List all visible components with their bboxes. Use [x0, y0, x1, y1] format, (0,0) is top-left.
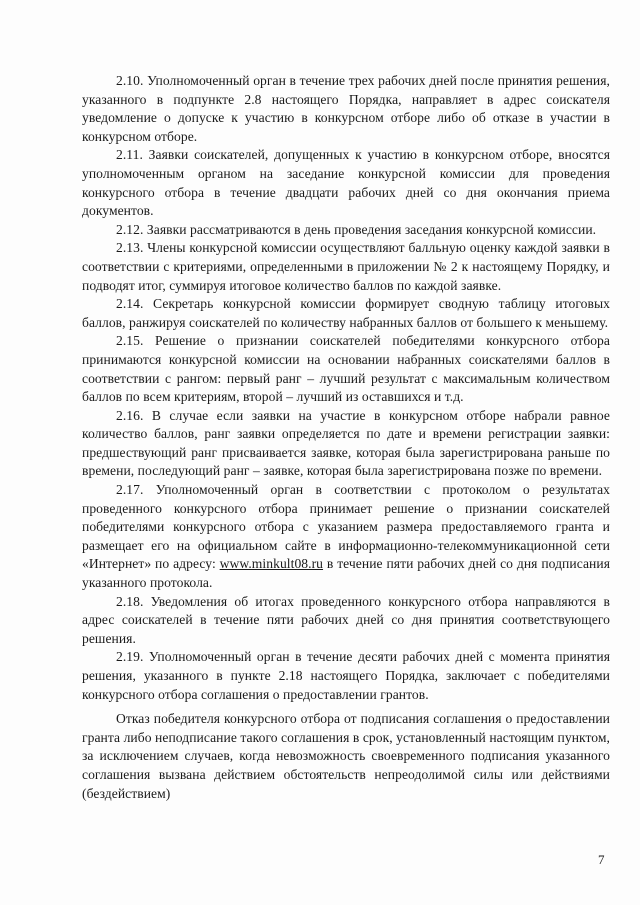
page-number: 7: [598, 852, 605, 867]
ministry-website-link[interactable]: www.minkult08.ru: [219, 556, 324, 572]
paragraph-2-12: 2.12. Заявки рассматриваются в день проведения заседания конкурсной комиссии.: [116, 221, 597, 237]
paragraph-2-13: 2.13. Члены конкурсной комиссии осуществляют балльную оценку каждой заявки в соответствии с критериями, определенными в приложении № 2 к настоящему Порядку, и подводят итог, суммируя итоговое количество баллов по каждой заявке.: [82, 240, 610, 293]
paragraph-2-15: 2.15. Решение о признании соискателей победителями конкурсного отбора принимаются конкурсной комиссии на основании набранных соискателями баллов в соответствии с рангом: первый ранг – лучший результат с максимальным количеством баллов по всем критериям, второй – лучший из оставшихся и т.д.: [82, 333, 610, 405]
document-body: [82, 72, 610, 803]
paragraph-2-11: 2.11. Заявки соискателей, допущенных к участию в конкурсном отборе, вносятся уполномоченным органом на заседание конкурсной комиссии для проведения конкурсного отбора в течение двадцати рабочих дней со дня окончания приема документов.: [82, 147, 610, 219]
paragraph-refusal: Отказ победителя конкурсного отбора от подписания соглашения о предоставлении гранта либо неподписание такого соглашения в срок, установленный настоящим пунктом, за исключением случаев, когда невозможность своевременного подписания указанного соглашения вызвана действием обстоятельств непреодолимой силы или действиями (бездействием): [82, 711, 610, 801]
paragraph-2-10: 2.10. Уполномоченный орган в течение трех рабочих дней после принятия решения, указанного в подпункте 2.8 настоящего Порядка, направляет в адрес соискателя уведомление о допуске к участию в конкурсном отборе либо об отказе в участии в конкурсном отборе.: [82, 73, 610, 144]
paragraph-2-19: 2.19. Уполномоченный орган в течение десяти рабочих дней с момента принятия решения, указанного в пункте 2.18 настоящего Порядка, заключает с победителями конкурсного отбора соглашения о предоставлении грантов.: [82, 649, 610, 702]
paragraph-2-17: [82, 481, 610, 593]
paragraph-2-17-text: 2.17. Уполномоченный орган в соответствии с протоколом о результатах проведенного конкурсного отбора принимает решение о признании соискателей победителями конкурсного отбора с указанием размера предоставляемого гранта и размещает его на официальном сайте в информационно-телекоммуникационной сети «Интернет» по адресу:: [82, 482, 610, 572]
paragraph-2-18: 2.18. Уведомления об итогах проведенного конкурсного отбора направляются в адрес соискателей в течение пяти рабочих дней со дня принятия соответствующего решения.: [82, 593, 610, 646]
paragraph-2-14: 2.14. Секретарь конкурсной комиссии формирует сводную таблицу итоговых баллов, ранжируя соискателей по количеству набранных баллов от большего к меньшему.: [82, 296, 610, 330]
paragraph-2-17-tail: в течение пяти рабочих дней со дня подписания указанного протокола.: [82, 556, 610, 591]
paragraph-2-16: 2.16. В случае если заявки на участие в конкурсном отборе набрали равное количество баллов, ранг заявки определяется по дате и времени регистрации заявки: предшествующий ранг присваивается заявке, которая была зарегистрирована раньше по времени, последующий ранг – заявке, которая была зарегистрирована позже по времени.: [82, 407, 610, 479]
